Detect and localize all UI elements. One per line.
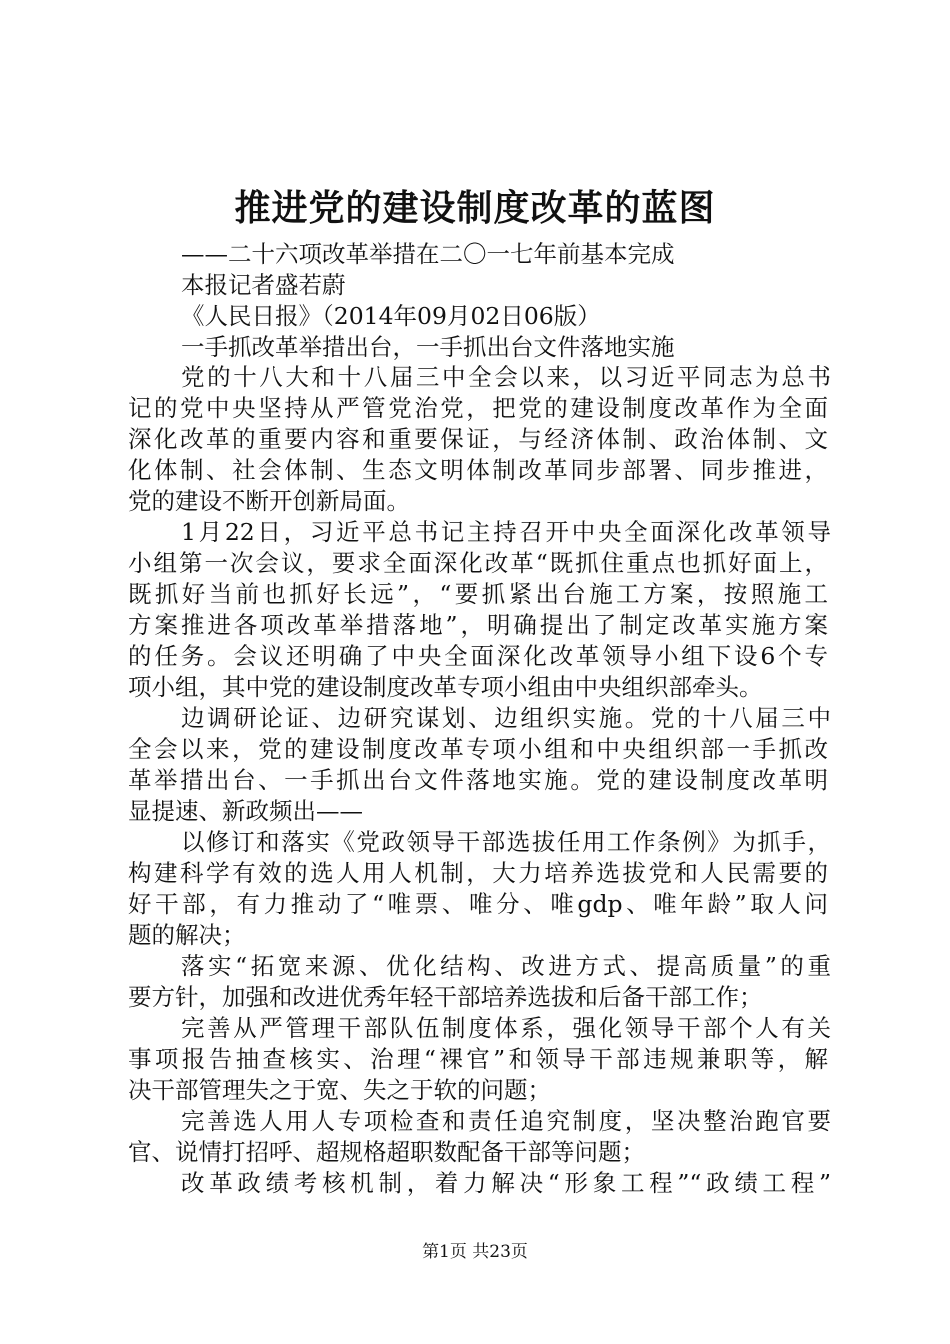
body-line: 记的党中央坚持从严管党治党，把党的建设制度改革作为全面 bbox=[128, 394, 828, 422]
body-line: 1月22日，习近平总书记主持召开中央全面深化改革领导 bbox=[181, 518, 831, 546]
body-line: 完善选人用人专项检查和责任追究制度，坚决整治跑官要 bbox=[181, 1107, 831, 1135]
body-line: 好干部，有力推动了“唯票、唯分、唯gdp、唯年龄”取人问 bbox=[128, 890, 828, 918]
section-heading: 一手抓改革举措出台，一手抓出台文件落地实施 bbox=[181, 333, 675, 361]
page-footer: 第1页 共23页 bbox=[422, 1242, 528, 1262]
subtitle: ——二十六项改革举措在二〇一七年前基本完成 bbox=[181, 240, 675, 268]
body-line: 化体制、社会体制、生态文明体制改革同步部署、同步推进， bbox=[128, 456, 828, 484]
source-line: 《人民日报》（2014年09月02日06版） bbox=[181, 302, 601, 330]
body-line: 落实“拓宽来源、优化结构、改进方式、提高质量”的重 bbox=[181, 952, 831, 980]
body-line: 项小组，其中党的建设制度改革专项小组由中央组织部牵头。 bbox=[128, 673, 763, 701]
body-line: 既抓好当前也抓好长远”，“要抓紧出台施工方案，按照施工 bbox=[128, 580, 828, 608]
body-line: 党的十八大和十八届三中全会以来，以习近平同志为总书 bbox=[181, 363, 831, 391]
body-line: 革举措出台、一手抓出台文件落地实施。党的建设制度改革明 bbox=[128, 766, 828, 794]
body-line: 的任务。会议还明确了中央全面深化改革领导小组下设6个专 bbox=[128, 642, 828, 670]
body-line: 全会以来，党的建设制度改革专项小组和中央组织部一手抓改 bbox=[128, 735, 828, 763]
body-line: 事项报告抽查核实、治理“裸官”和领导干部违规兼职等，解 bbox=[128, 1045, 828, 1073]
body-line: 以修订和落实《党政领导干部选拔任用工作条例》为抓手， bbox=[181, 828, 831, 856]
body-line: 要方针，加强和改进优秀年轻干部培养选拔和后备干部工作； bbox=[128, 983, 763, 1011]
body-line: 决干部管理失之于宽、失之于软的问题； bbox=[128, 1076, 551, 1104]
body-line: 构建科学有效的选人用人机制，大力培养选拔党和人民需要的 bbox=[128, 859, 828, 887]
byline: 本报记者盛若蔚 bbox=[181, 271, 346, 299]
page-title: 推进党的建设制度改革的蓝图 bbox=[234, 187, 716, 229]
body-line: 深化改革的重要内容和重要保证，与经济体制、政治体制、文 bbox=[128, 425, 828, 453]
body-line: 党的建设不断开创新局面。 bbox=[128, 487, 410, 515]
body-line: 边调研论证、边研究谋划、边组织实施。党的十八届三中 bbox=[181, 704, 831, 732]
body-line: 显提速、新政频出—— bbox=[128, 797, 363, 825]
body-line: 小组第一次会议，要求全面深化改革“既抓住重点也抓好面上， bbox=[128, 549, 828, 577]
body-line: 官、说情打招呼、超规格超职数配备干部等问题； bbox=[128, 1138, 645, 1166]
body-line: 完善从严管理干部队伍制度体系，强化领导干部个人有关 bbox=[181, 1014, 831, 1042]
body-line: 改革政绩考核机制，着力解决“形象工程”“政绩工程” bbox=[181, 1169, 831, 1197]
body-line: 题的解决； bbox=[128, 921, 246, 949]
body-line: 方案推进各项改革举措落地”，明确提出了制定改革实施方案 bbox=[128, 611, 828, 639]
